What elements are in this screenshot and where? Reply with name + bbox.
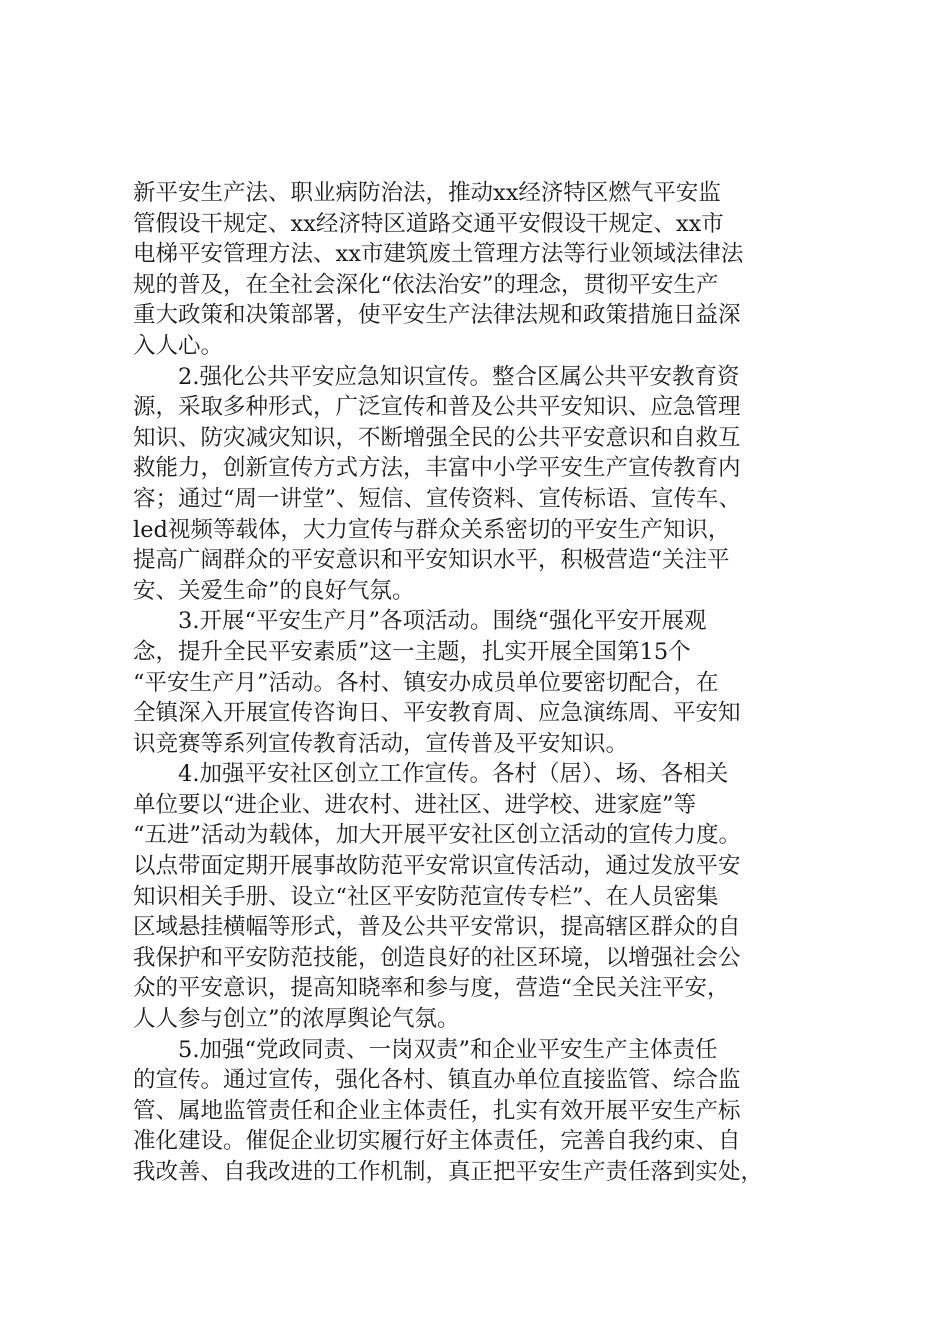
text-line: 念，提升全民平安素质”这一主题，扎实开展全国第15个 [133, 638, 691, 665]
text-line: 新平安生产法、职业病防治法，推动xx经济特区燃气平安监 [133, 180, 721, 206]
text-line: 我改善、自我改进的工作机制，真正把平安生产责任落到实处， [133, 1159, 764, 1185]
text-line: 以点带面定期开展事故防范平安常识宣传活动，通过发放平安 [133, 853, 741, 880]
text-line: 识竞赛等系列宣传教育活动，宣传普及平安知识。 [133, 730, 629, 757]
paragraph-first-line: 2.强化公共平安应急知识宣传。整合区属公共平安教育资 [178, 363, 740, 390]
text-line: “平安生产月”活动。各村、镇安办成员单位要密切配合，在 [133, 669, 719, 696]
text-line: 单位要以“进企业、进农村、进社区、进学校、进家庭”等 [133, 791, 697, 818]
text-line: 知识、防灾减灾知识，不断增强全民的公共平安意识和自救互 [133, 424, 741, 451]
text-line: 全镇深入开展宣传咨询日、平安教育周、应急演练周、平安知 [133, 700, 741, 727]
text-line: 电梯平安管理方法、xx市建筑废土管理方法等行业领域法律法 [133, 241, 744, 268]
body-text [133, 178, 833, 1188]
text-line: 提高广阔群众的平安意识和平安知识水平，积极营造“关注平 [133, 547, 730, 574]
paragraph-first-line: 5.加强“党政同责、一岗双责”和企业平安生产主体责任 [178, 1036, 718, 1063]
text-line: 管假设干规定、xx经济特区道路交通平安假设干规定、xx市 [133, 210, 724, 237]
text-line: 知识相关手册、设立“社区平安防范宣传专栏”、在人员密集 [133, 883, 719, 910]
text-line: “五进”活动为载体，加大开展平安社区创立活动的宣传力度。 [133, 822, 742, 849]
text-line: 管、属地监管责任和企业主体责任，扎实有效开展平安生产标 [133, 1097, 741, 1124]
text-line: 准化建设。催促企业切实履行好主体责任，完善自我约束、自 [133, 1128, 741, 1155]
paragraph-first-line: 3.开展“平安生产月”各项活动。围绕“强化平安开展观 [178, 608, 707, 635]
text-line: 安、关爱生命”的良好气氛。 [133, 577, 415, 604]
text-line: 的宣传。通过宣传，强化各村、镇直办单位直接监管、综合监 [133, 1067, 741, 1094]
text-line: 我保护和平安防范技能，创造良好的社区环境，以增强社会公 [133, 944, 741, 971]
text-line: 救能力，创新宣传方式方法，丰富中小学平安生产宣传教育内 [133, 455, 741, 482]
text-line: led视频等载体，大力宣传与群众关系密切的平安生产知识， [133, 516, 731, 543]
paragraph-first-line: 4.加强平安社区创立工作宣传。各村（居）、场、各相关 [178, 761, 729, 788]
text-line: 重大政策和决策部署，使平安生产法律法规和政策措施日益深 [133, 302, 741, 329]
text-line: 容；通过“周一讲堂”、短信、宣传资料、宣传标语、宣传车、 [133, 485, 742, 512]
text-line: 入人心。 [133, 332, 224, 359]
text-line: 区域悬挂横幅等形式，普及公共平安常识，提高辖区群众的自 [133, 914, 741, 941]
text-line: 规的普及，在全社会深化“依法治安”的理念，贯彻平安生产 [133, 271, 719, 298]
text-line: 人人参与创立”的浓厚舆论气氛。 [133, 1006, 460, 1033]
text-line: 众的平安意识，提高知晓率和参与度，营造“全民关注平安， [133, 975, 730, 1002]
text-line: 源，采取多种形式，广泛宣传和普及公共平安知识、应急管理 [133, 394, 741, 421]
